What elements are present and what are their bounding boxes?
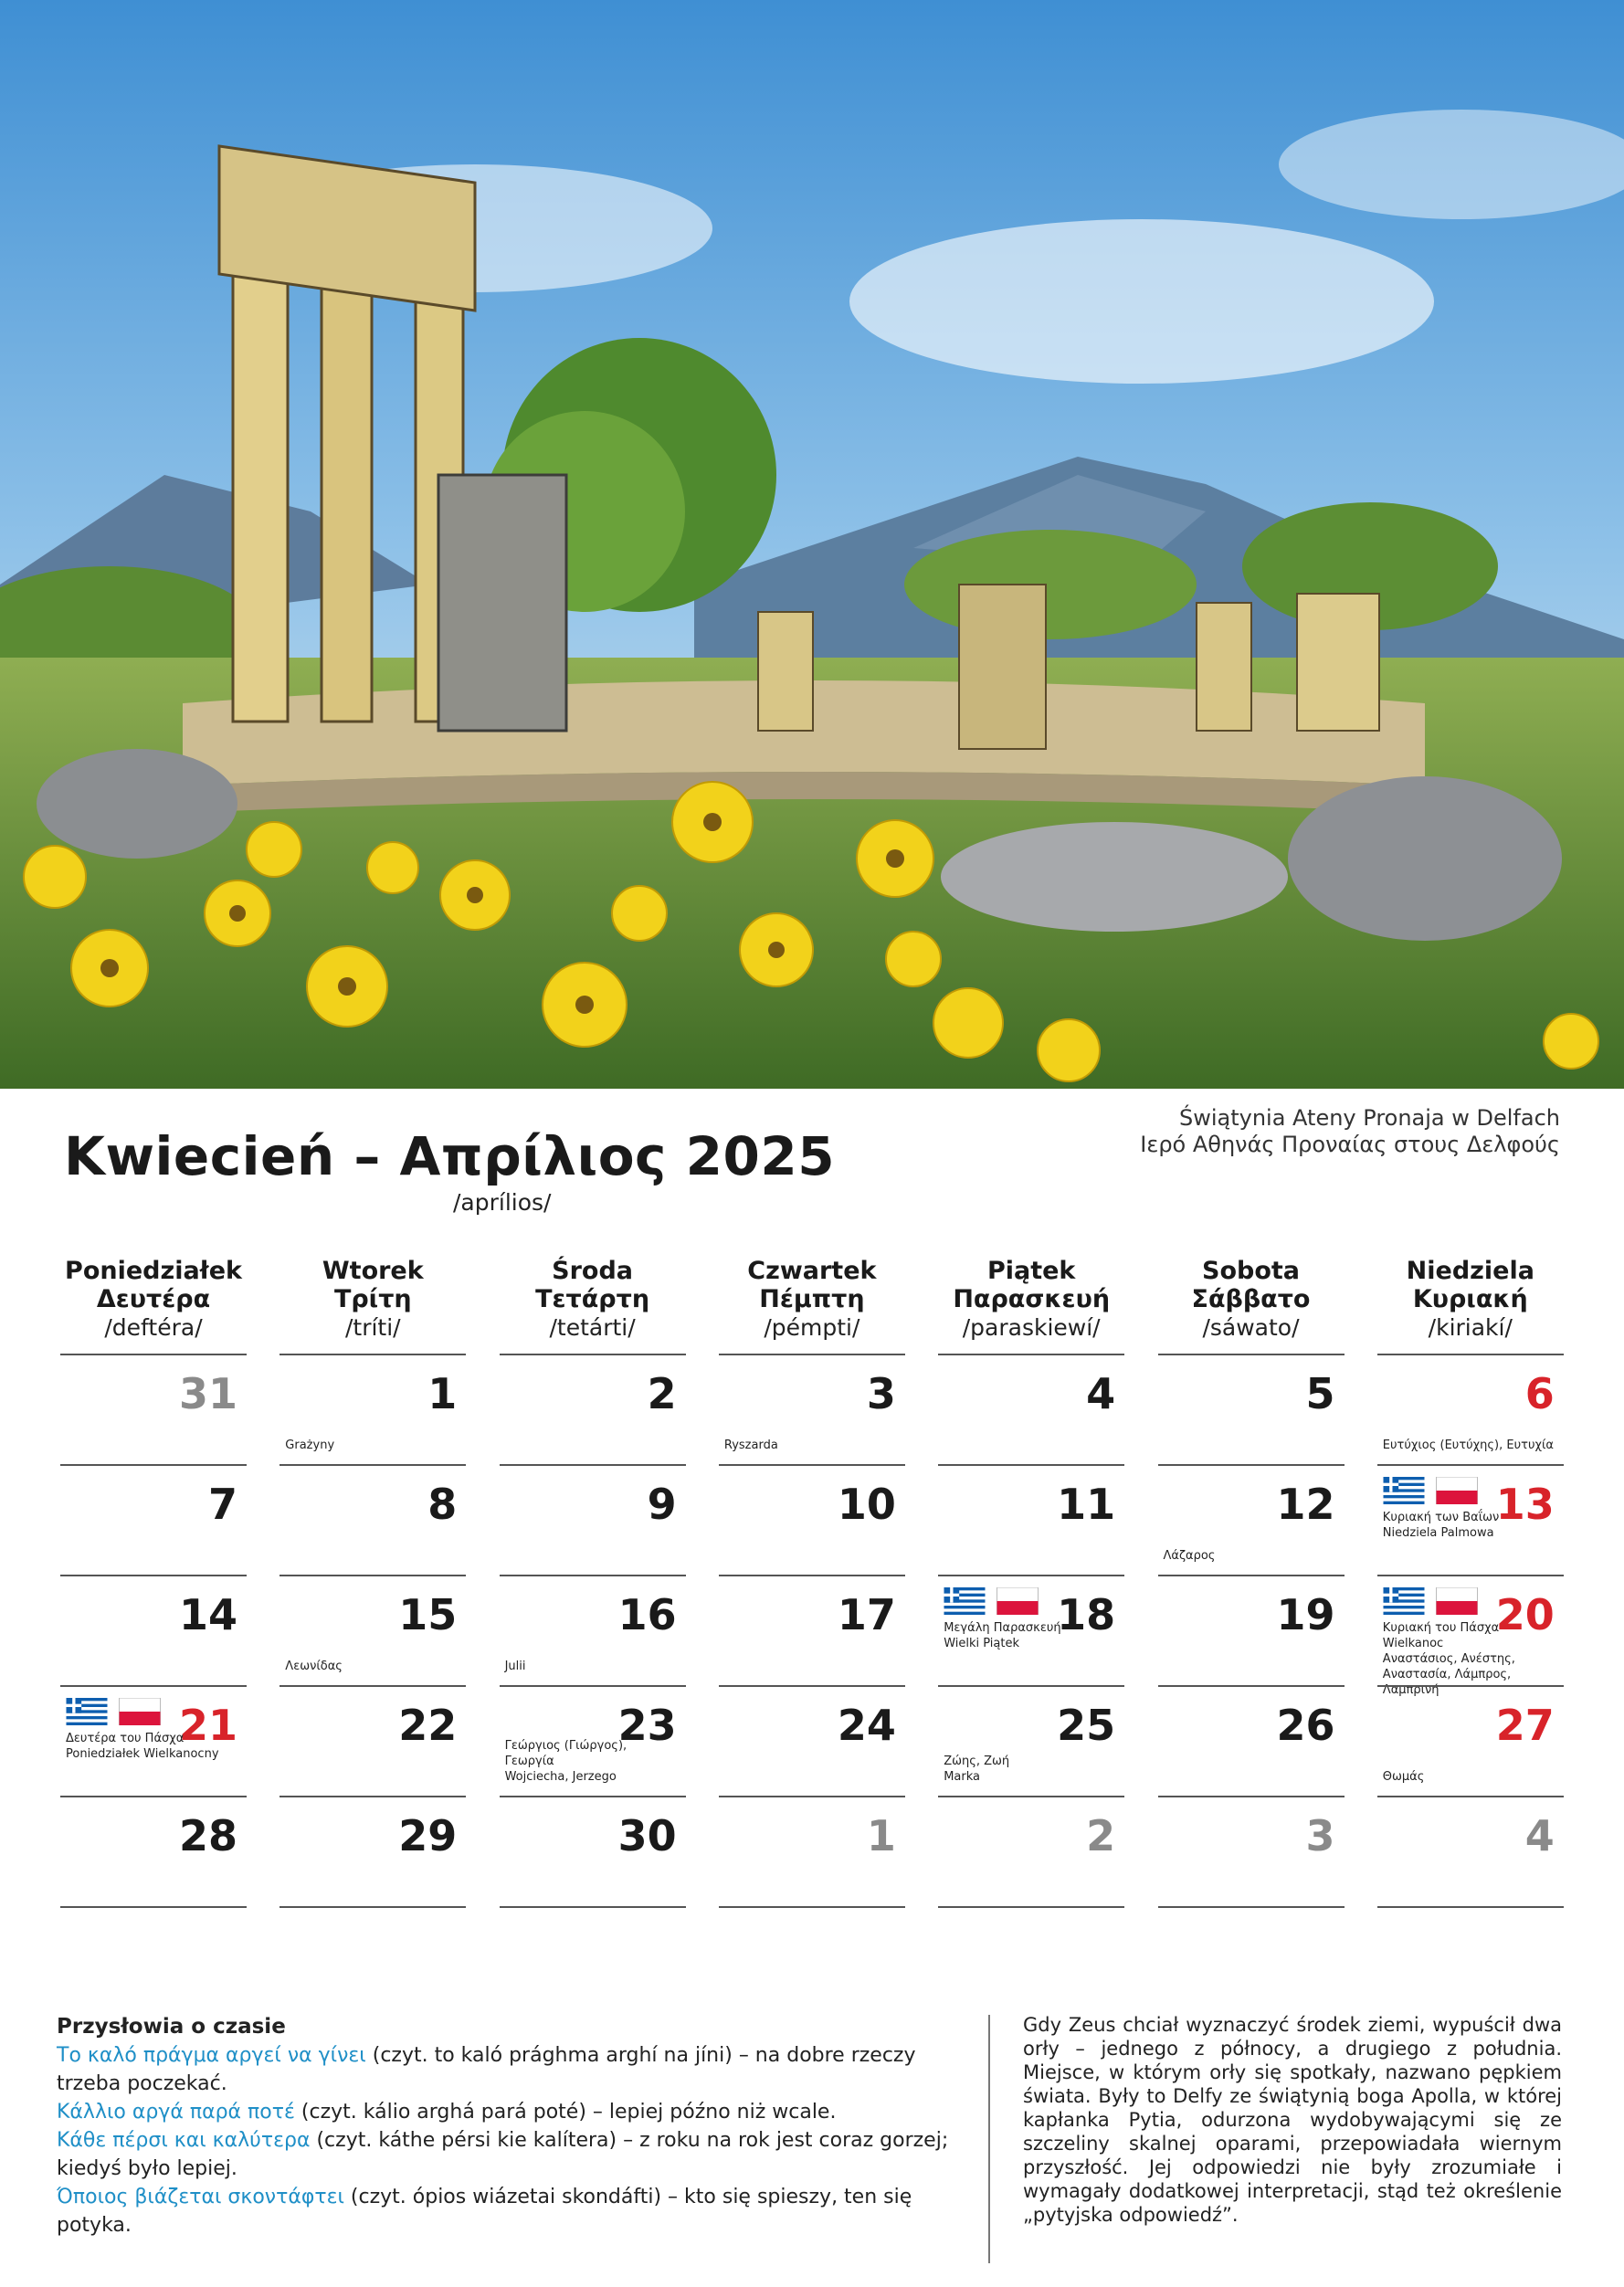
day-note: Ευτύχιος (Ευτύχης), Ευτυχία bbox=[1382, 1439, 1554, 1452]
day-number: 25 bbox=[1057, 1701, 1116, 1750]
day-cell bbox=[719, 1354, 905, 1464]
grid-bottom-line bbox=[500, 1906, 686, 1908]
weekday-pl: Piątek bbox=[986, 1257, 1076, 1285]
grid-bottom-line bbox=[1158, 1906, 1345, 1908]
weekday-0 bbox=[60, 1257, 247, 1343]
day-number: 3 bbox=[1305, 1811, 1335, 1860]
proverb-translation: (czyt. ópios wiázetai skondáfti) – kto się spieszy, ten się potyka. bbox=[57, 2186, 912, 2237]
weekday-header bbox=[60, 1257, 1564, 1352]
day-cell bbox=[938, 1796, 1124, 1906]
weekday-pl: Sobota bbox=[1202, 1257, 1300, 1285]
day-cell bbox=[938, 1685, 1124, 1796]
day-number: 13 bbox=[1495, 1480, 1555, 1529]
day-note: Γεώργιος (Γιώργος), Γεωργία Wojciecha, Jerzego bbox=[504, 1739, 627, 1784]
month-title: Kwiecień – Απρίλιος 2025 bbox=[64, 1125, 836, 1187]
proverb-greek: Κάλλιο αργά παρά ποτέ bbox=[57, 2101, 295, 2124]
month-transliteration: /aprílios/ bbox=[453, 1189, 552, 1216]
weekday-tr: /deftéra/ bbox=[104, 1314, 203, 1341]
weekday-tr: /tetárti/ bbox=[549, 1314, 636, 1341]
day-number: 18 bbox=[1057, 1590, 1116, 1639]
holiday-flags bbox=[944, 1587, 1039, 1615]
holiday-flags bbox=[1383, 1477, 1478, 1504]
greece-flag-icon bbox=[1383, 1477, 1425, 1504]
day-cell bbox=[279, 1354, 466, 1464]
day-number: 30 bbox=[617, 1811, 677, 1860]
day-number: 23 bbox=[617, 1701, 677, 1750]
day-number: 11 bbox=[1057, 1480, 1116, 1529]
day-number: 22 bbox=[398, 1701, 458, 1750]
day-number: 4 bbox=[1524, 1811, 1555, 1860]
day-number: 3 bbox=[866, 1369, 896, 1418]
proverb-greek: Το καλό πράγμα αργεί να γίνει bbox=[57, 2044, 366, 2067]
weekday-gr: Δευτέρα bbox=[96, 1285, 211, 1313]
day-note: Grażyny bbox=[285, 1439, 335, 1452]
grid-bottom-line bbox=[60, 1906, 247, 1908]
weekday-pl: Czwartek bbox=[747, 1257, 877, 1285]
weekday-5 bbox=[1158, 1257, 1345, 1343]
day-number: 14 bbox=[178, 1590, 237, 1639]
caption-greek: Ιερό Αθηνάς Προναίας στους Δελφούς bbox=[1140, 1132, 1560, 1157]
day-cell bbox=[60, 1685, 247, 1796]
weekday-6 bbox=[1377, 1257, 1564, 1343]
day-number: 2 bbox=[1086, 1811, 1116, 1860]
day-number: 7 bbox=[207, 1480, 237, 1529]
grid-bottom-line bbox=[938, 1906, 1124, 1908]
weekday-4 bbox=[938, 1257, 1124, 1343]
greece-flag-icon bbox=[944, 1587, 986, 1615]
proverb-translation: (czyt. kálio arghá pará poté) – lepiej późno niż wcale. bbox=[294, 2101, 837, 2124]
day-cell bbox=[719, 1464, 905, 1575]
proverb-translation: (czyt. to kaló prághma arghí na jíni) – na dobre rzeczy trzeba poczekać. bbox=[57, 2044, 916, 2095]
holiday-flags bbox=[66, 1698, 161, 1725]
day-cell bbox=[500, 1796, 686, 1906]
day-cell bbox=[60, 1354, 247, 1464]
day-number: 15 bbox=[398, 1590, 458, 1639]
day-cell bbox=[279, 1575, 466, 1685]
day-cell bbox=[1377, 1685, 1564, 1796]
day-note: Λάζαρος bbox=[1163, 1549, 1216, 1563]
holiday-flags bbox=[1383, 1587, 1478, 1615]
greece-flag-icon bbox=[1383, 1587, 1425, 1615]
day-number: 31 bbox=[178, 1369, 237, 1418]
day-cell bbox=[500, 1685, 686, 1796]
day-number: 9 bbox=[647, 1480, 677, 1529]
day-cell bbox=[60, 1464, 247, 1575]
weekday-gr: Τρίτη bbox=[333, 1285, 412, 1313]
painting-svg bbox=[0, 0, 1624, 1089]
day-number: 28 bbox=[178, 1811, 237, 1860]
day-cell bbox=[500, 1464, 686, 1575]
weekday-tr: /paraskiewí/ bbox=[962, 1314, 1101, 1341]
day-number: 17 bbox=[837, 1590, 896, 1639]
poland-flag-icon bbox=[1436, 1587, 1478, 1615]
day-cell bbox=[1158, 1464, 1345, 1575]
day-note: Julii bbox=[504, 1660, 526, 1673]
weekday-2 bbox=[500, 1257, 686, 1343]
day-cell bbox=[1377, 1796, 1564, 1906]
painting-caption bbox=[1140, 1105, 1560, 1158]
day-cell bbox=[719, 1796, 905, 1906]
weekday-tr: /sáwato/ bbox=[1202, 1314, 1300, 1341]
day-cell bbox=[500, 1354, 686, 1464]
proverbs-title: Przysłowia o czasie bbox=[57, 2015, 286, 2039]
day-number: 12 bbox=[1276, 1480, 1335, 1529]
day-cell bbox=[279, 1464, 466, 1575]
day-cell bbox=[938, 1354, 1124, 1464]
day-cell bbox=[1158, 1354, 1345, 1464]
day-cell bbox=[1158, 1685, 1345, 1796]
delphi-story: Gdy Zeus chciał wyznaczyć środek ziemi, wypuścił dwa orły – jednego z północy, a drugiego z południa. Miejsce, w którym orły się spotkały, nazwano pępkiem świata. Były to Delfy ze świątynią boga Apolla, w której kapłanka Pytia, odurzona wydobywającymi się ze szczeliny skalnej oparami, przepowiadała wiernym przyszłość. Jej odpowiedzi nie były zrozumiałe i wymagały dodatkowej interpretacji, stąd też określenie „pytyjska odpowiedź”. bbox=[1023, 2014, 1562, 2226]
day-number: 4 bbox=[1086, 1369, 1116, 1418]
grid-bottom-line bbox=[1377, 1906, 1564, 1908]
weekday-3 bbox=[719, 1257, 905, 1343]
day-cell bbox=[1377, 1354, 1564, 1464]
poland-flag-icon bbox=[997, 1587, 1039, 1615]
weekday-gr: Κυριακή bbox=[1412, 1285, 1528, 1313]
day-cell bbox=[1377, 1575, 1564, 1697]
day-number: 21 bbox=[178, 1701, 237, 1750]
day-number: 10 bbox=[837, 1480, 896, 1529]
proverb-translation: (czyt. káthe pérsi kie kalítera) – z roku na rok jest coraz gorzej; kiedyś było lepiej. bbox=[57, 2129, 949, 2180]
weekday-pl: Środa bbox=[552, 1257, 634, 1285]
day-cell bbox=[938, 1464, 1124, 1575]
delphi-painting bbox=[0, 0, 1624, 1089]
weekday-1 bbox=[279, 1257, 466, 1343]
day-number: 27 bbox=[1495, 1701, 1555, 1750]
day-number: 19 bbox=[1276, 1590, 1335, 1639]
proverbs-section bbox=[57, 2013, 979, 2240]
proverb-item bbox=[57, 2098, 979, 2126]
weekday-tr: /kiriakí/ bbox=[1428, 1314, 1513, 1341]
section-divider bbox=[988, 2015, 990, 2263]
day-note: Θωμάς bbox=[1382, 1770, 1425, 1784]
day-number: 1 bbox=[427, 1369, 458, 1418]
proverb-item bbox=[57, 2041, 979, 2098]
day-number: 5 bbox=[1305, 1369, 1335, 1418]
day-cell bbox=[719, 1575, 905, 1685]
day-cell bbox=[1377, 1464, 1564, 1575]
day-number: 29 bbox=[398, 1811, 458, 1860]
proverb-greek: Όποιος βιάζεται σκοντάφτει bbox=[57, 2186, 344, 2208]
day-cell bbox=[719, 1685, 905, 1796]
proverb-greek: Κάθε πέρσι και καλύτερα bbox=[57, 2129, 311, 2152]
poland-flag-icon bbox=[1436, 1477, 1478, 1504]
weekday-pl: Niedziela bbox=[1406, 1257, 1534, 1285]
day-note: Κυριακή του Πάσχα Wielkanoc Αναστάσιος, Ανέστης, Αναστασία, Λάμπρος, Λαμπρινή bbox=[1382, 1621, 1515, 1697]
day-number: 8 bbox=[427, 1480, 458, 1529]
day-number: 2 bbox=[647, 1369, 677, 1418]
day-number: 26 bbox=[1276, 1701, 1335, 1750]
weekday-gr: Παρασκευή bbox=[953, 1285, 1111, 1313]
caption-polish: Świątynia Ateny Pronaja w Delfach bbox=[1178, 1105, 1560, 1131]
day-note: Ryszarda bbox=[723, 1439, 778, 1452]
day-note: Δευτέρα του Πάσχα Poniedziałek Wielkanocny bbox=[66, 1732, 219, 1761]
proverb-item bbox=[57, 2126, 979, 2183]
day-cell bbox=[1158, 1575, 1345, 1685]
day-cell bbox=[60, 1575, 247, 1685]
weekday-gr: Σάββατο bbox=[1191, 1285, 1311, 1313]
day-number: 1 bbox=[866, 1811, 896, 1860]
day-number: 16 bbox=[617, 1590, 677, 1639]
proverb-item bbox=[57, 2183, 979, 2240]
weekday-gr: Τετάρτη bbox=[535, 1285, 650, 1313]
day-number: 20 bbox=[1495, 1590, 1555, 1639]
day-cell bbox=[279, 1685, 466, 1796]
day-cell bbox=[279, 1796, 466, 1906]
day-note: Ζώης, Ζωή Marka bbox=[944, 1755, 1010, 1784]
day-cell bbox=[938, 1575, 1124, 1685]
calendar-grid bbox=[60, 1354, 1564, 1906]
day-cell bbox=[60, 1796, 247, 1906]
day-note: Μεγάλη Παρασκευή Wielki Piątek bbox=[944, 1621, 1061, 1650]
day-number: 6 bbox=[1524, 1369, 1555, 1418]
weekday-gr: Πέμπτη bbox=[759, 1285, 865, 1313]
weekday-pl: Poniedziałek bbox=[65, 1257, 242, 1285]
day-cell bbox=[1158, 1796, 1345, 1906]
grid-bottom-line bbox=[719, 1906, 905, 1908]
weekday-pl: Wtorek bbox=[322, 1257, 424, 1285]
greece-flag-icon bbox=[66, 1698, 108, 1725]
weekday-tr: /tríti/ bbox=[344, 1314, 401, 1341]
day-note: Λεωνίδας bbox=[285, 1660, 343, 1673]
poland-flag-icon bbox=[119, 1698, 161, 1725]
day-number: 24 bbox=[837, 1701, 896, 1750]
grid-bottom-line bbox=[279, 1906, 466, 1908]
proverbs-list bbox=[57, 2041, 979, 2240]
day-note: Κυριακή των Βαΐων Niedziela Palmowa bbox=[1382, 1511, 1500, 1540]
day-cell bbox=[500, 1575, 686, 1685]
weekday-tr: /pémpti/ bbox=[764, 1314, 860, 1341]
